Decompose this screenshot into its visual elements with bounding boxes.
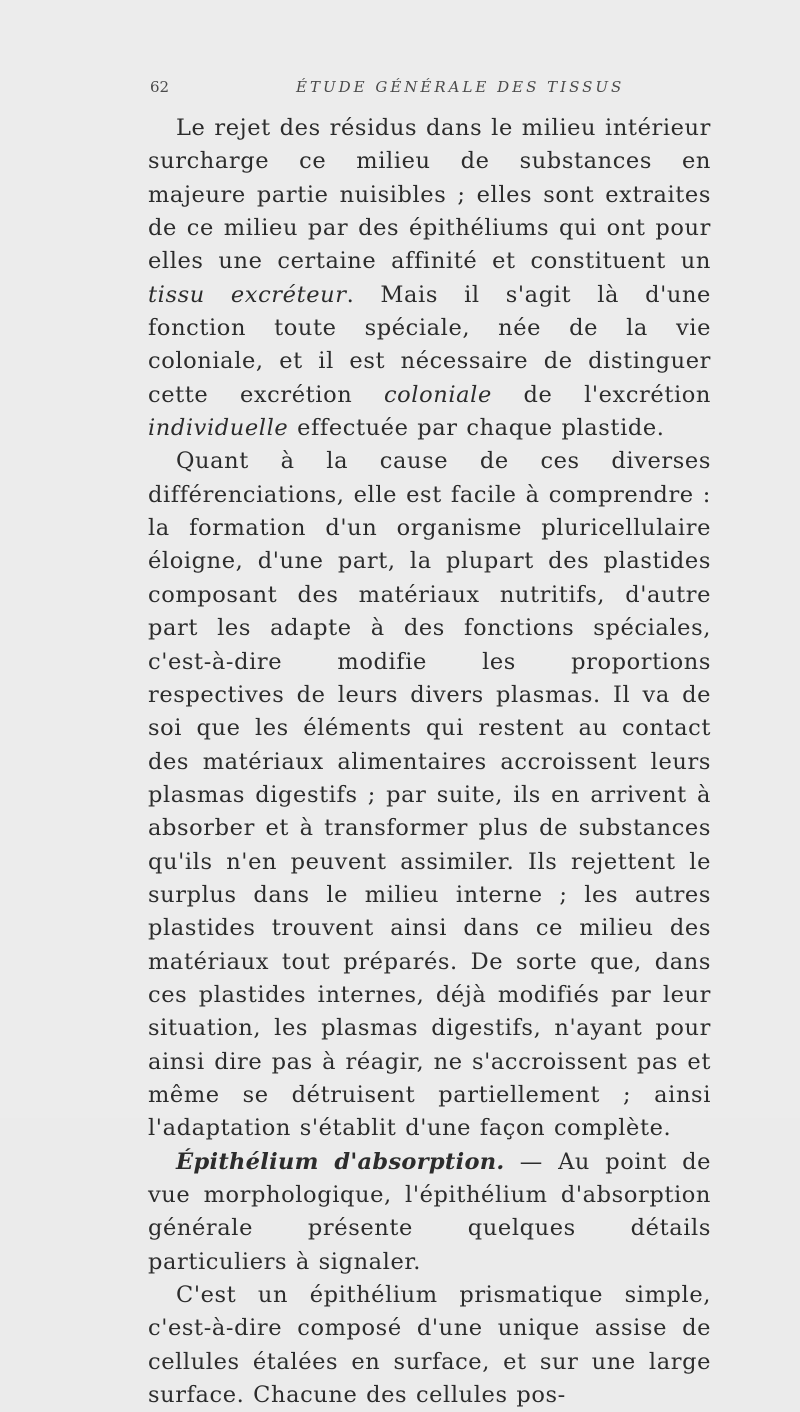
paragraph-1-text-1: Le rejet des résidus dans le milieu intérieur surcharge ce milieu de substances en majeure partie nuisibles ; elles sont extraites de ce milieu par des épithéliums qui ont pour elles une certaine affinité et constituent un — [148, 115, 711, 275]
paragraph-4 — [148, 1279, 711, 1412]
paragraph-3 — [148, 1146, 711, 1279]
paragraph-1-text-3: de l'excrétion — [491, 381, 711, 408]
term-tissu-excreteur: tissu excréteur — [148, 281, 347, 308]
term-individuelle: individuelle — [148, 415, 289, 442]
term-coloniale: coloniale — [383, 381, 492, 408]
paragraph-1-text-2: . Mais il s'agit là d'une fonction toute spéciale, née de la vie coloniale, et il est nécessaire de distinguer cette excrétion — [148, 281, 711, 408]
paragraph-3-text: — Au point de vue morphologique, l'épithélium d'absorption générale présente quelques détails particuliers à signaler. — [148, 1148, 711, 1275]
paragraph-2-text: Quant à la cause de ces diverses différenciations, elle est facile à comprendre : la formation d'un organisme pluricellulaire éloigne, d'une part, la plupart des plastides composant des matériaux nutritifs, d'autre part les adapte à des fonctions spéciales, c'est-à-dire modifie les proportions respectives de leurs divers plasmas. Il va de soi que les éléments qui restent au contact des matériaux alimentaires accroissent leurs plasmas digestifs ; par suite, ils en arrivent à absorber et à transformer plus de substances qu'ils n'en peuvent assimiler. Ils rejettent le surplus dans le milieu interne ; les autres plastides trouvent ainsi dans ce milieu des matériaux tout préparés. De sorte que, dans ces plastides internes, déjà modifiés par leur situation, les plasmas digestifs, n'ayant pour ainsi dire pas à réagir, ne s'accroissent pas et même se détruisent partiellement ; ainsi l'adaptation s'établit d'une façon complète. — [148, 448, 711, 1142]
page-number: 62 — [150, 78, 170, 96]
section-heading: Épithélium d'absorption. — [176, 1148, 505, 1175]
running-head — [150, 78, 710, 104]
paragraph-1-text-4: effectuée par chaque plastide. — [288, 415, 665, 442]
body-text — [148, 112, 711, 1412]
paragraph-4-text: C'est un épithélium prismatique simple, c'est-à-dire composé d'une unique assise de cellules étalées en surface, et sur une large surface. Chacune des cellules pos- — [148, 1282, 711, 1409]
paragraph-2 — [148, 445, 711, 1145]
running-title: ÉTUDE GÉNÉRALE DES TISSUS — [296, 78, 625, 96]
paragraph-1 — [148, 112, 711, 445]
